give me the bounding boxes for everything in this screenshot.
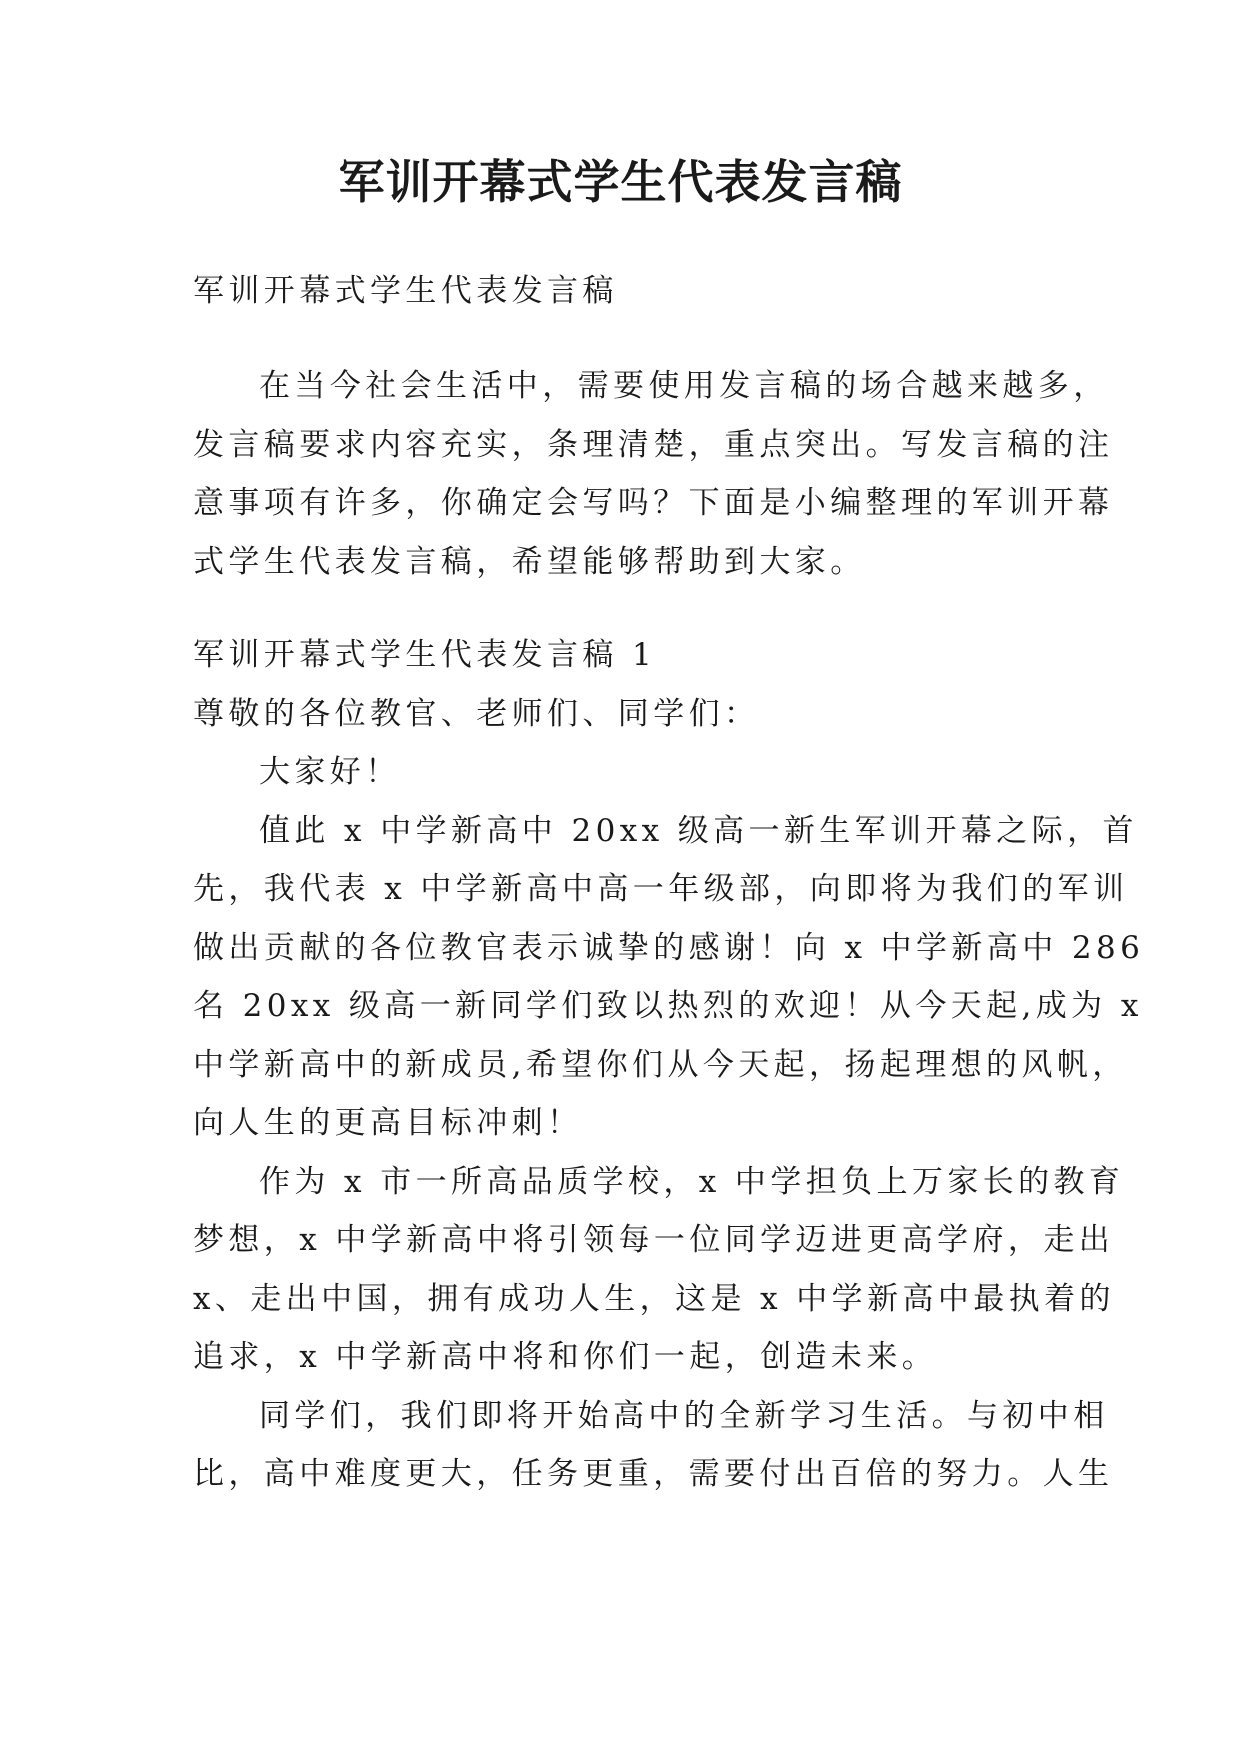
intro-line: 在当今社会生活中，需要使用发言稿的场合越来越多， [259,368,1109,404]
intro-line: 式学生代表发言稿，希望能够帮助到大家。 [193,543,866,580]
intro-paragraph [193,357,1114,591]
paragraph-3-line: 同学们，我们即将开始高中的全新学习生活。与初中相 [259,1397,1109,1434]
paragraph-3-line: 比，高中难度更大，任务更重，需要付出百倍的努力。人生 [193,1456,1114,1492]
paragraph-2-line: 梦想，x 中学新高中将引领每一位同学迈进更高学府，走出 [193,1222,1115,1258]
speech-body [193,626,1145,1504]
document-title: 军训开幕式学生代表发言稿 [338,155,903,209]
paragraph-2-line: 追求，x 中学新高中将和你们一起，创造未来。 [193,1339,938,1375]
subtitle-line: 军训开幕式学生代表发言稿 [193,273,618,309]
paragraph-1-line: 向人生的更高目标冲刺！ [193,1105,583,1141]
paragraph-1-line: 值此 x 中学新高中 20xx 级高一新生军训开幕之际，首 [259,812,1138,849]
intro-line: 意事项有许多，你确定会写吗？下面是小编整理的军训开幕 [193,485,1114,521]
paragraph-2-line: x、走出中国，拥有成功人生，这是 x 中学新高中最执着的 [193,1280,1115,1317]
paragraph-1-line: 先，我代表 x 中学新高中高一年级部，向即将为我们的军训 [193,871,1129,907]
paragraph-1-line: 做出贡献的各位教官表示诚挚的感谢！向 x 中学新高中 286 [193,929,1145,966]
greeting: 大家好！ [259,754,401,790]
section-heading: 军训开幕式学生代表发言稿 1 [193,637,657,673]
paragraph-1-line: 中学新高中的新成员,希望你们从今天起，扬起理想的风帆， [193,1046,1128,1083]
document-subtitle [193,262,1063,321]
paragraph-2-line: 作为 x 市一所高品质学校，x 中学担负上万家长的教育 [259,1163,1125,1200]
intro-line: 发言稿要求内容充实，条理清楚，重点突出。写发言稿的注 [193,426,1114,463]
salutation: 尊敬的各位教官、老师们、同学们： [193,695,760,732]
paragraph-1-line: 名 20xx 级高一新同学们致以热烈的欢迎！从今天起,成为 x [193,988,1143,1024]
